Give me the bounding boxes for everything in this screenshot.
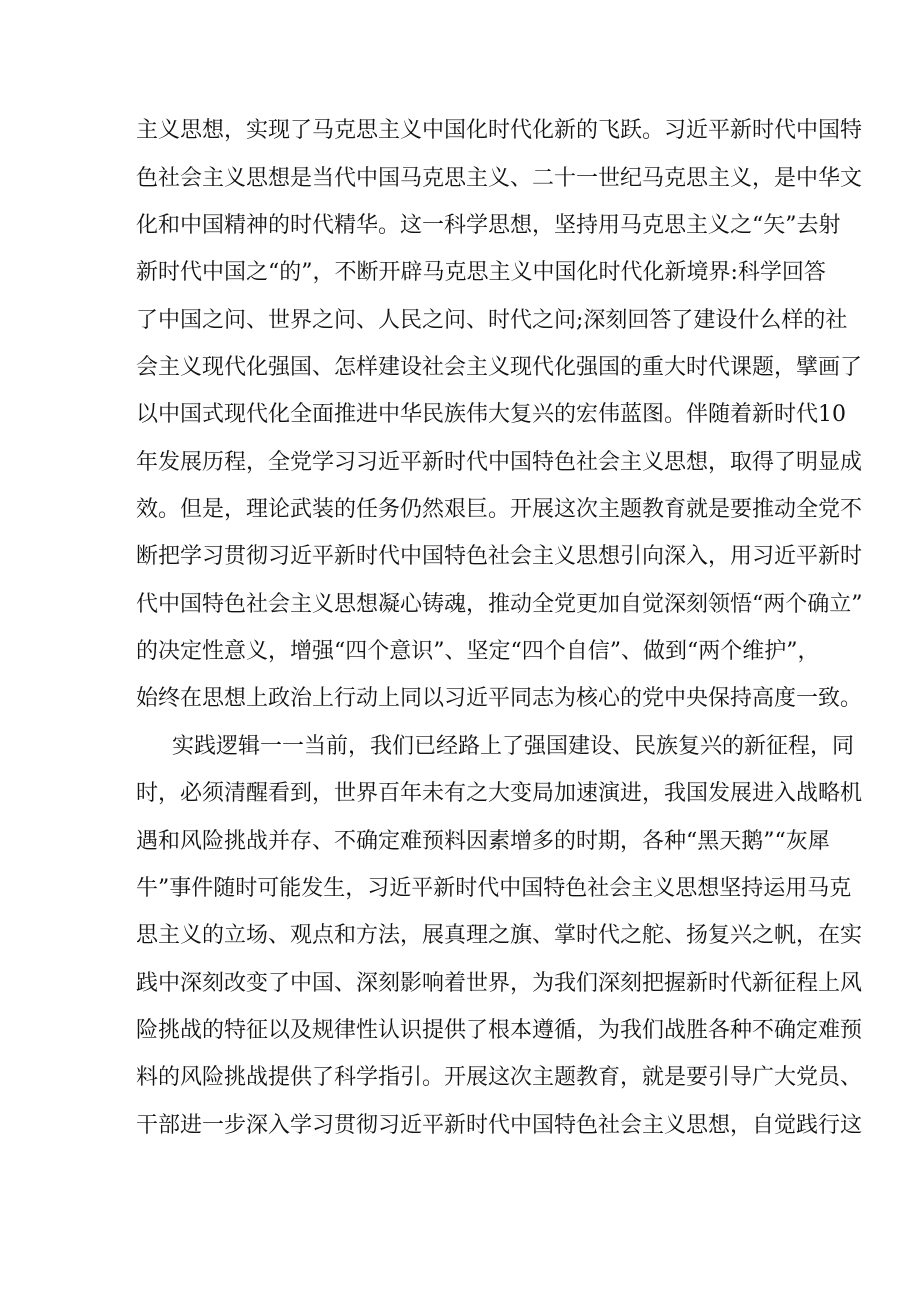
- text-line: 时，必须清醒看到，世界百年未有之大变局加速演进，我国发展进入战略机: [136, 781, 863, 806]
- text-line: 代中国特色社会主义思想凝心铸魂，推动全党更加自觉深刻领悟“两个确立”: [136, 592, 863, 617]
- text-line: 思主义的立场、观点和方法，展真理之旗、掌时代之舵、扬复兴之帆，在实: [136, 923, 863, 948]
- text-line: 料的风险挑战提供了科学指引。开展这次主题教育，就是要引导广大党员、: [136, 1065, 863, 1090]
- text-line: 化和中国精神的时代精华。这一科学思想，坚持用马克思主义之“矢”去射: [136, 213, 841, 238]
- text-line: 始终在思想上政治上行动上同以习近平同志为核心的党中央保持高度一致。: [136, 686, 863, 711]
- text-line: 效。但是，理论武装的任务仍然艰巨。开展这次主题教育就是要推动全党不: [136, 497, 863, 522]
- text-line: 会主义现代化强国、怎样建设社会主义现代化强国的重大时代课题，擘画了: [136, 355, 863, 380]
- text-line: 新时代中国之“的”，不断开辟马克思主义中国化时代化新境界:科学回答: [136, 260, 826, 285]
- text-line: 险挑战的特征以及规律性认识提供了根本遵循，为我们战胜各种不确定难预: [136, 1018, 863, 1043]
- text-line: 年发展历程，全党学习习近平新时代中国特色社会主义思想，取得了明显成: [136, 450, 863, 475]
- text-line: 色社会主义思想是当代中国马克思主义、二十一世纪马克思主义，是中华文: [136, 166, 863, 191]
- text-line: 干部进一步深入学习贯彻习近平新时代中国特色社会主义思想，自觉践行这: [136, 1113, 863, 1138]
- text-line: 践中深刻改变了中国、深刻影响着世界，为我们深刻把握新时代新征程上风: [136, 971, 863, 996]
- text-line: 主义思想，实现了马克思主义中国化时代化新的飞跃。习近平新时代中国特: [136, 118, 863, 143]
- text-line: 了中国之问、世界之问、人民之问、时代之问;深刻回答了建设什么样的社: [136, 308, 848, 333]
- text-line: 以中国式现代化全面推进中华民族伟大复兴的宏伟蓝图。伴随着新时代10: [136, 402, 846, 427]
- text-line: 断把学习贯彻习近平新时代中国特色社会主义思想引向深入，用习近平新时: [136, 544, 863, 569]
- text-line: 遇和风险挑战并存、不确定难预料因素增多的时期，各种“黑天鹅”“灰犀: [136, 829, 830, 854]
- text-line: 牛”事件随时可能发生，习近平新时代中国特色社会主义思想坚持运用马克: [136, 876, 852, 901]
- paragraph-first-line: 实践逻辑一一当前，我们已经路上了强国建设、民族复兴的新征程，同: [172, 734, 855, 759]
- text-line: 的决定性意义，增强“四个意识”、坚定“四个自信”、做到“两个维护”，: [136, 639, 820, 664]
